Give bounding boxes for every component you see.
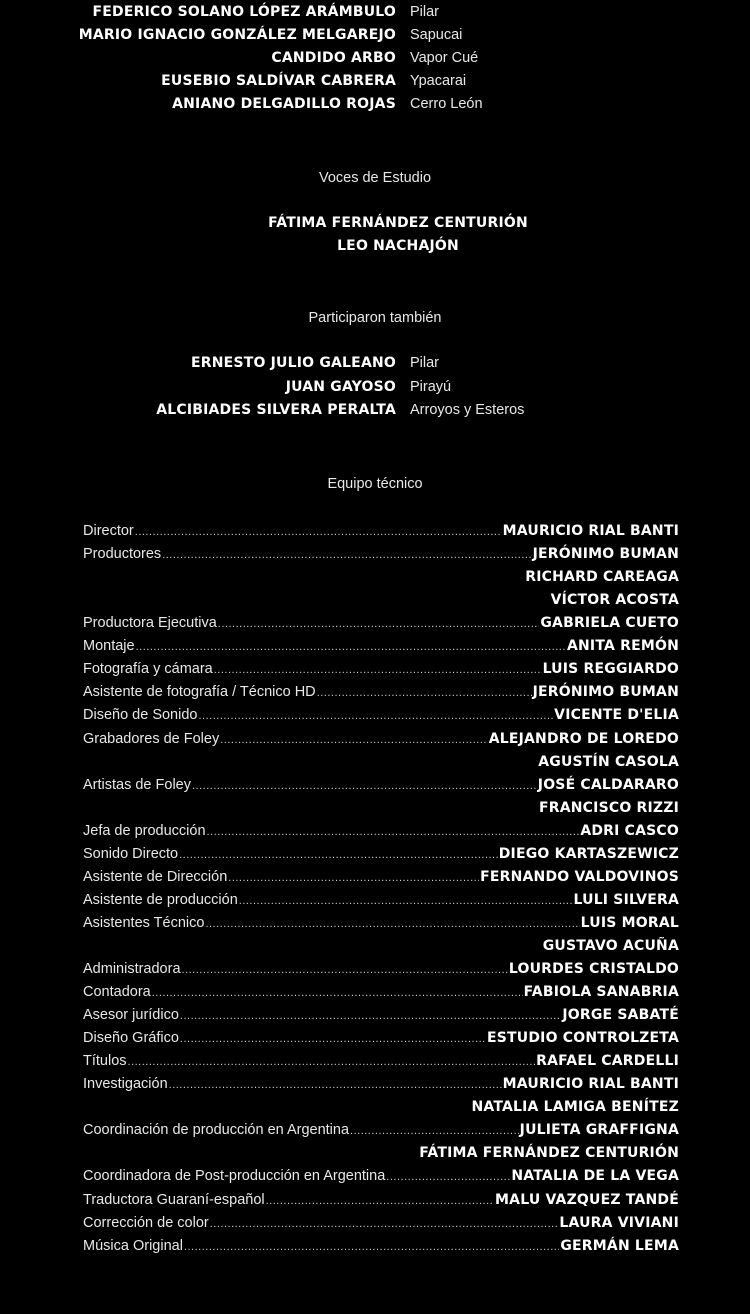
crew-role: Asistente de fotografía / Técnico HD (83, 684, 316, 701)
dot-leader (228, 867, 479, 890)
dot-leader (239, 890, 573, 913)
voice-name: FÁTIMA FERNÁNDEZ CENTURIÓN (268, 215, 528, 231)
dot-leader (192, 775, 537, 798)
crew-person: ANITA REMÓN (566, 638, 679, 655)
crew-row (83, 635, 679, 658)
crew-row (83, 889, 679, 912)
crew-person: MALU VAZQUEZ TANDÉ (495, 1191, 679, 1208)
crew-person: GABRIELA CUETO (540, 615, 679, 632)
crew-row (83, 797, 679, 820)
crew-row (83, 1165, 679, 1188)
crew-role: Diseño de Sonido (83, 707, 198, 724)
crew-role: Contadora (83, 984, 151, 1000)
dot-leader (350, 1120, 519, 1143)
crew-role: Sonido Directo (83, 845, 179, 862)
cast-place: Ypacarai (410, 73, 467, 89)
dot-leader (152, 982, 523, 1005)
cast-place: Vapor Cué (410, 50, 479, 66)
cast-row (0, 1, 750, 24)
cast-place: Cerro León (410, 96, 483, 112)
dot-leader (218, 613, 540, 636)
also-row (0, 352, 750, 375)
also-place: Arroyos y Esteros (410, 402, 525, 418)
dot-leader (180, 1028, 486, 1051)
crew-role: Asesor jurídico (83, 1007, 179, 1023)
crew-role: Grabadores de Foley (83, 730, 220, 747)
dot-leader (162, 544, 531, 567)
crew-role: Títulos (83, 1053, 127, 1070)
crew-row (83, 658, 679, 681)
crew-row (83, 1119, 679, 1142)
dot-leader (169, 1074, 502, 1097)
cast-name: EUSEBIO SALDÍVAR CABRERA (161, 73, 396, 89)
crew-role: Montaje (83, 638, 135, 655)
dot-leader (205, 913, 579, 936)
cast-row (0, 24, 750, 47)
crew-role: Productores (83, 546, 162, 562)
crew-row (83, 820, 679, 843)
crew-person: LAURA VIVIANI (559, 1214, 679, 1231)
crew-row (83, 843, 679, 866)
crew-row (83, 704, 679, 727)
crew-role: Diseño Gráfico (83, 1030, 179, 1047)
cast-row (0, 70, 750, 93)
also-row (0, 399, 750, 422)
crew-person: NATALIA LAMIGA BENÍTEZ (471, 1099, 679, 1116)
dot-leader (128, 1051, 536, 1074)
crew-person: FÁTIMA FERNÁNDEZ CENTURIÓN (419, 1145, 679, 1162)
crew-person: RAFAEL CARDELLI (536, 1053, 679, 1070)
crew-person: ADRI CASCO (580, 822, 679, 839)
crew-person: LOURDES CRISTALDO (508, 961, 679, 977)
also-name: ALCIBIADES SILVERA PERALTA (156, 402, 396, 418)
also-name: ERNESTO JULIO GALEANO (191, 355, 396, 371)
dot-leader (386, 1166, 510, 1189)
dot-leader (184, 1236, 559, 1259)
dot-leader (135, 521, 502, 544)
dot-leader (136, 636, 566, 659)
crew-person: DIEGO KARTASZEWICZ (498, 845, 679, 862)
crew-row (83, 774, 679, 797)
crew-person: MAURICIO RIAL BANTI (502, 523, 679, 539)
crew-row (83, 935, 679, 958)
crew-person: LUIS MORAL (580, 914, 679, 931)
crew-role: Investigación (83, 1076, 168, 1093)
crew-row (83, 912, 679, 935)
dot-leader (198, 705, 553, 728)
crew-row (83, 543, 679, 566)
crew-row (83, 1096, 679, 1119)
crew-row (83, 751, 679, 774)
crew-person: FRANCISCO RIZZI (538, 799, 679, 816)
crew-role: Música Original (83, 1237, 183, 1254)
cast-name: ANIANO DELGADILLO ROJAS (172, 96, 396, 112)
dot-leader (182, 959, 508, 982)
crew-person: ESTUDIO CONTROLZETA (486, 1030, 679, 1047)
dot-leader (179, 844, 498, 867)
crew-row (83, 866, 679, 889)
crew-row (83, 1235, 679, 1258)
crew-row (83, 1050, 679, 1073)
dot-leader (214, 659, 542, 682)
crew-row (83, 958, 679, 981)
crew-person: LULI SILVERA (573, 891, 679, 908)
also-heading: Participaron también (308, 310, 442, 326)
crew-heading: Equipo técnico (327, 476, 423, 492)
also-place: Pirayú (410, 379, 452, 395)
crew-row (83, 1027, 679, 1050)
crew-role: Asistente de Dirección (83, 868, 228, 885)
crew-role: Artistas de Foley (83, 776, 191, 793)
crew-role: Administradora (83, 961, 181, 977)
crew-role: Coordinación de producción en Argentina (83, 1122, 350, 1139)
crew-row (83, 1073, 679, 1096)
crew-person: AGUSTÍN CASOLA (538, 753, 679, 770)
cast-row (0, 93, 750, 116)
also-name: JUAN GAYOSO (285, 379, 396, 395)
crew-row (83, 612, 679, 635)
crew-role: Traductora Guaraní-español (83, 1191, 265, 1208)
crew-person: MAURICIO RIAL BANTI (502, 1076, 679, 1093)
crew-person: JULIETA GRAFFIGNA (519, 1122, 679, 1139)
crew-row (83, 566, 679, 589)
dot-leader (180, 1005, 561, 1028)
crew-person: JERÓNIMO BUMAN (532, 546, 679, 562)
crew-person: FERNANDO VALDOVINOS (480, 868, 679, 885)
cast-name: CANDIDO ARBO (271, 50, 396, 66)
cast-place: Sapucai (410, 27, 463, 43)
crew-row (83, 1189, 679, 1212)
crew-person: VÍCTOR ACOSTA (550, 592, 679, 609)
also-place: Pilar (410, 355, 440, 371)
crew-row (83, 1142, 679, 1165)
crew-person: JOSÉ CALDARARO (537, 776, 679, 793)
crew-row (83, 681, 679, 704)
crew-person: NATALIA DE LA VEGA (511, 1168, 679, 1185)
crew-person: VICENTE D'ELIA (554, 707, 679, 724)
crew-person: LUIS REGGIARDO (542, 661, 679, 678)
dot-leader (266, 1190, 494, 1213)
crew-row (83, 589, 679, 612)
crew-role: Coordinadora de Post-producción en Argentina (83, 1168, 386, 1185)
crew-person: RICHARD CAREAGA (525, 569, 679, 586)
voice-name: LEO NACHAJÓN (337, 238, 459, 254)
crew-role: Productora Ejecutiva (83, 615, 217, 632)
crew-person: ALEJANDRO DE LOREDO (488, 730, 679, 747)
also-row (0, 376, 750, 399)
voices-heading: Voces de Estudio (318, 170, 432, 186)
crew-role: Asistentes Técnico (83, 914, 205, 931)
crew-role: Fotografía y cámara (83, 661, 213, 678)
crew-person: GERMÁN LEMA (560, 1237, 679, 1254)
cast-place: Pilar (410, 4, 440, 20)
crew-role: Corrección de color (83, 1214, 209, 1231)
crew-person: JERÓNIMO BUMAN (532, 684, 679, 701)
crew-person: JORGE SABATÉ (562, 1007, 679, 1023)
crew-role: Jefa de producción (83, 822, 206, 839)
crew-person: FABIOLA SANABRIA (523, 984, 679, 1000)
dot-leader (207, 821, 580, 844)
crew-row (83, 981, 679, 1004)
crew-role: Asistente de producción (83, 891, 238, 908)
crew-row (83, 520, 679, 543)
crew-row (83, 1212, 679, 1235)
crew-person: GUSTAVO ACUÑA (542, 937, 679, 954)
crew-row (83, 728, 679, 751)
dot-leader (220, 729, 487, 752)
cast-name: MARIO IGNACIO GONZÁLEZ MELGAREJO (78, 27, 396, 43)
cast-name: FEDERICO SOLANO LÓPEZ ARÁMBULO (92, 4, 396, 20)
dot-leader (210, 1213, 559, 1236)
dot-leader (317, 682, 532, 705)
crew-row (83, 1004, 679, 1027)
crew-role: Director (83, 523, 134, 539)
cast-row (0, 47, 750, 70)
